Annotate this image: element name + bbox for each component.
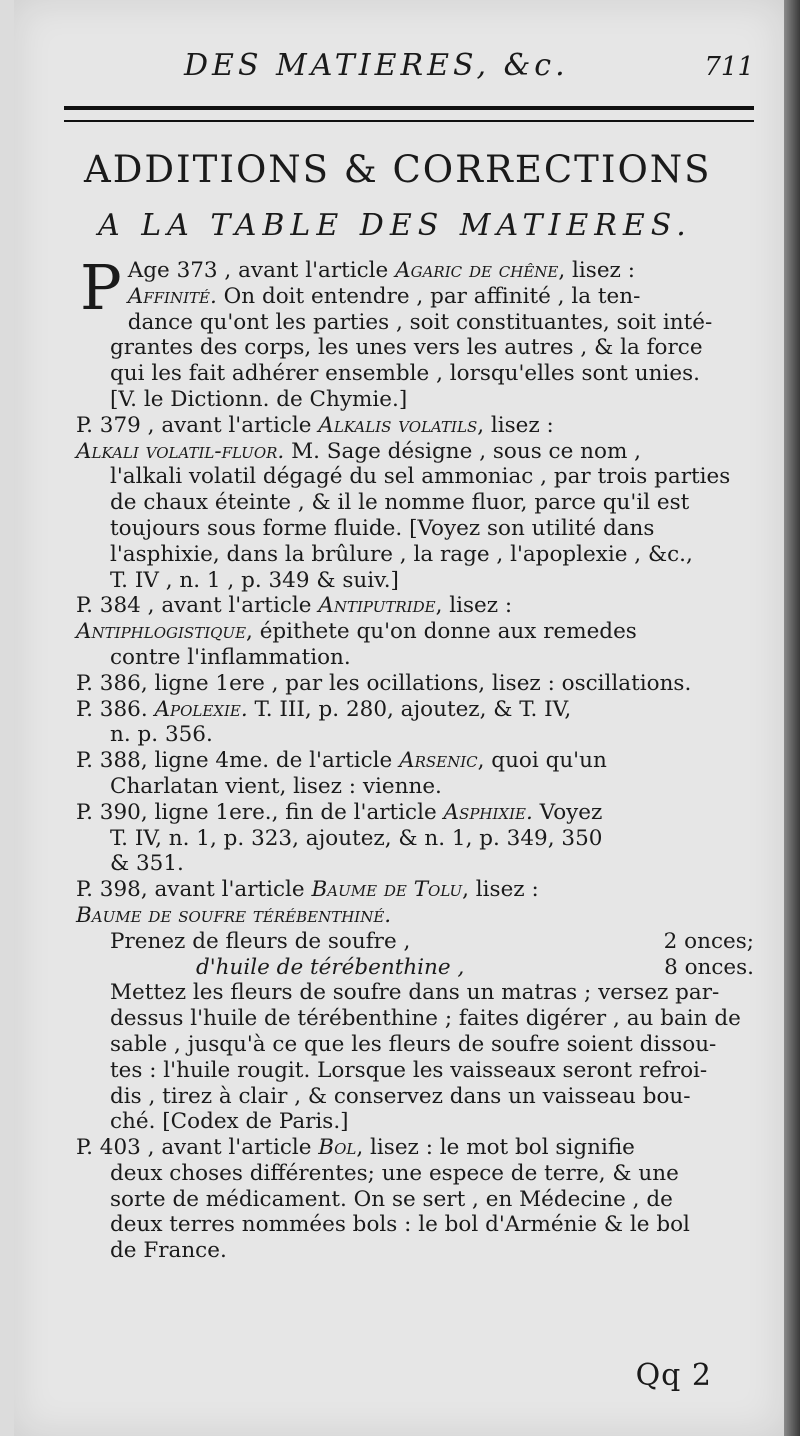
entry-text: , épithete qu'on donne aux remedes: [246, 619, 637, 645]
entry-text: M. Sage désigne , sous ce nom ,: [284, 438, 642, 464]
entry-text: P. 386, ligne 1ere , par les ocillations, lisez : oscillations.: [76, 670, 692, 696]
article-term: Arsenic: [399, 748, 478, 774]
entry-text: , lisez :: [558, 258, 635, 283]
entry-affinite: [76, 251, 756, 413]
entry-text: P. 403 , avant l'article: [76, 1135, 319, 1161]
entry-text: ché. [Codex de Paris.]: [110, 1109, 349, 1135]
entry-text: Age 373 , avant l'article: [127, 258, 396, 283]
article-term: Agaric de chêne: [395, 258, 559, 283]
entry-text: n. p. 356.: [110, 722, 213, 748]
entry-text: T. IV, n. 1, p. 323, ajoutez, & n. 1, p. 349, 350: [110, 825, 603, 851]
entry-text: Charlatan vient, lisez : vienne.: [110, 773, 442, 799]
entry-text: P. 379 , avant l'article: [76, 412, 319, 438]
dropcap: P: [80, 251, 122, 324]
article-term: Baume de Tolu: [311, 877, 463, 903]
entry-text: dance qu'ont les parties , soit constituantes, soit inté-: [127, 309, 713, 335]
entry-text: P. 390, ligne 1ere., fin de l'article: [76, 799, 444, 825]
entry-text: sorte de médicament. On se sert , en Médecine , de: [110, 1186, 673, 1212]
entry-bol: [76, 1135, 756, 1264]
recipe-quantity: 2 onces;: [663, 928, 754, 954]
article-term: Asphixie.: [443, 799, 533, 825]
entry-oscillations: [76, 671, 756, 697]
running-head: DES MATIERES, &c.: [184, 48, 569, 83]
recipe-ingredient: d'huile de térébenthine ,: [196, 954, 465, 980]
article-term: Apolexie.: [154, 696, 248, 722]
entry-antiphlogistique: [76, 593, 756, 670]
book-page: [14, 0, 784, 1436]
entry-text: P. 398, avant l'article: [76, 877, 312, 903]
entry-alkali: [76, 413, 756, 594]
article-term: Alkali volatil-fluor.: [76, 438, 285, 464]
page-edge: [784, 0, 800, 1436]
entry-text: , lisez :: [435, 593, 513, 619]
recipe-row: [76, 929, 756, 955]
entry-text: Mettez les fleurs de soufre dans un matras ; versez par-: [110, 980, 720, 1006]
entry-text: de chaux éteinte , & il le nomme fluor, parce qu'il est: [110, 490, 690, 516]
article-term: Bol: [318, 1135, 357, 1161]
entry-text: tes : l'huile rougit. Lorsque les vaisseaux seront refroi-: [110, 1057, 708, 1083]
entry-text: T. III, p. 280, ajoutez, & T. IV,: [247, 696, 572, 722]
entry-text: l'asphixie, dans la brûlure , la rage , l'apoplexie , &c.,: [110, 541, 693, 567]
article-term: Affinité.: [127, 283, 217, 309]
entries-body: [76, 251, 756, 1264]
entry-text: P. 384 , avant l'article: [76, 593, 319, 619]
entry-text: deux choses différentes; une espece de terre, & une: [110, 1160, 679, 1186]
entry-text: On doit entendre , par affinité , la ten-: [216, 283, 641, 309]
article-term: Alkalis volatils: [318, 412, 478, 438]
page-subtitle: A LA TABLE DES MATIERES.: [98, 208, 692, 243]
entry-text: l'alkali volatil dégagé du sel ammoniac , par trois parties: [110, 464, 731, 490]
entry-text: grantes des corps, les unes vers les autres , & la force: [110, 335, 703, 361]
entry-arsenic: [76, 748, 756, 800]
entry-text: Voyez: [532, 799, 603, 825]
entry-text: contre l'inflammation.: [110, 644, 351, 670]
entry-text: P. 388, ligne 4me. de l'article: [76, 748, 400, 774]
page-title: ADDITIONS & CORRECTIONS: [84, 148, 712, 191]
page-header: [14, 48, 784, 88]
entry-text: dessus l'huile de térébenthine ; faites digérer , au bain de: [110, 1006, 741, 1032]
recipe-row: [76, 955, 756, 981]
entry-text: , lisez :: [477, 412, 554, 438]
entry-asphixie: [76, 800, 756, 877]
entry-text: sable , jusqu'à ce que les fleurs de soufre soient dissou-: [110, 1031, 717, 1057]
entry-apolexie: [76, 697, 756, 749]
entry-text: deux terres nommées bols : le bol d'Arménie & le bol: [110, 1212, 690, 1238]
article-term: Antiputride: [318, 593, 436, 619]
page-number: 711: [704, 52, 754, 82]
entry-text: P. 386.: [76, 696, 155, 722]
signature-mark: Qq 2: [635, 1358, 712, 1393]
entry-text: , lisez : le mot bol signifie: [356, 1135, 635, 1161]
entry-text: , quoi qu'un: [477, 748, 607, 774]
entry-text: de France.: [110, 1238, 227, 1264]
recipe-ingredient: Prenez de fleurs de soufre ,: [110, 928, 411, 954]
article-term: Baume de soufre térébenthiné.: [76, 902, 392, 928]
entry-text: dis , tirez à clair , & conservez dans un vaisseau bou-: [110, 1083, 691, 1109]
recipe-quantity: 8 onces.: [664, 954, 754, 980]
entry-text: qui les fait adhérer ensemble , lorsqu'elles sont unies.: [110, 361, 700, 387]
entry-text: T. IV , n. 1 , p. 349 & suiv.]: [110, 567, 399, 593]
entry-text: , lisez :: [462, 877, 539, 903]
entry-text: toujours sous forme fluide. [Voyez son utilité dans: [110, 515, 655, 541]
article-term: Antiphlogistique: [76, 619, 247, 645]
entry-text: [V. le Dictionn. de Chymie.]: [110, 386, 408, 412]
entry-text: & 351.: [110, 851, 184, 877]
entry-baume: [76, 877, 756, 1135]
header-rule: [64, 106, 754, 122]
